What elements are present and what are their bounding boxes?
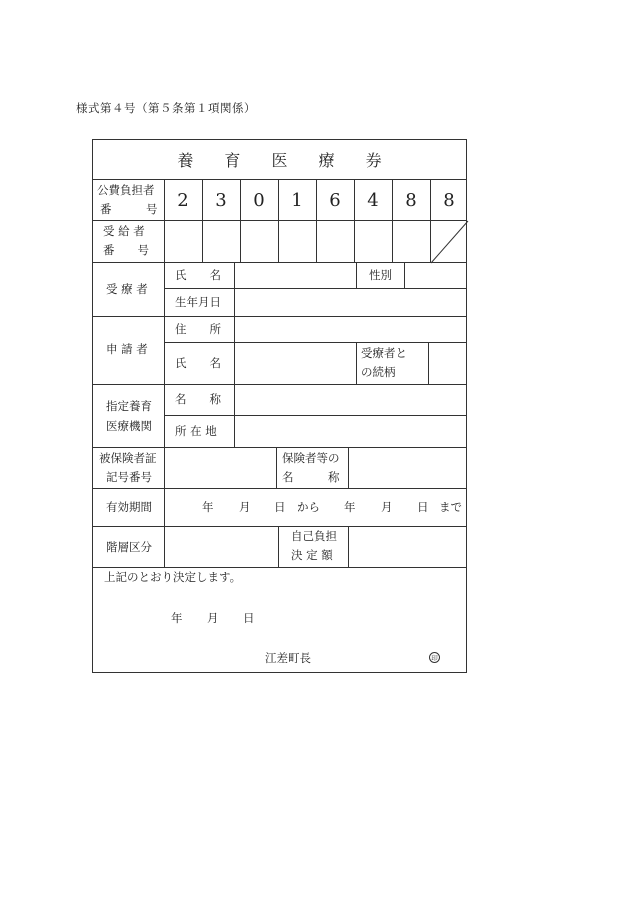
relationship-label: 受療者と [361, 346, 407, 360]
public-payer-digit: 2 [177, 190, 189, 211]
issuer-name: 江差町長 [265, 651, 311, 665]
decision-statement: 上記のとおり決定します。 [104, 570, 242, 584]
validity-to-day: 日 [417, 500, 429, 514]
relationship-label: の続柄 [361, 365, 396, 379]
institution-location-label: 所 在 地 [175, 424, 217, 438]
validity-label: 有効期間 [106, 500, 152, 514]
validity-from-day: 日 [274, 500, 286, 514]
row-divider [93, 567, 466, 568]
column-divider [356, 262, 357, 288]
validity-from-year: 年 [202, 500, 214, 514]
validity-from-month: 月 [239, 500, 251, 514]
seal-mark: 印 [429, 652, 440, 663]
column-divider [164, 447, 165, 488]
column-divider [428, 342, 429, 384]
public-payer-digit: 3 [215, 190, 227, 211]
row-divider [93, 179, 466, 180]
applicant-label: 申 請 者 [106, 342, 148, 356]
row-divider [164, 342, 466, 343]
insurance-card-label: 記号番号 [106, 470, 152, 484]
row-divider [93, 262, 466, 263]
row-divider [93, 488, 466, 489]
public-payer-label: 公費負担者 [97, 183, 155, 197]
patient-name-label: 氏 名 [175, 268, 221, 282]
column-divider [356, 342, 357, 384]
insurance-card-label: 被保険者証 [99, 451, 157, 465]
insurer-name-label: 名 称 [282, 470, 340, 484]
row-divider [93, 526, 466, 527]
row-divider [93, 316, 466, 317]
decision-year: 年 [171, 611, 183, 625]
form-number-label: 様式第４号（第５条第１項関係） [76, 101, 256, 115]
decision-day: 日 [243, 611, 255, 625]
recipient-number-label: 番 号 [103, 243, 149, 257]
validity-to-year: 年 [344, 500, 356, 514]
row-divider [93, 447, 466, 448]
institution-label: 指定養育 [106, 399, 152, 413]
public-payer-label: 番 号 [100, 202, 158, 216]
copay-amount-label: 決 定 額 [291, 548, 333, 562]
row-divider [93, 220, 466, 221]
decision-month: 月 [207, 611, 219, 625]
row-divider [93, 384, 466, 385]
birth-date-label: 生年月日 [175, 295, 221, 309]
public-payer-digit: 1 [291, 190, 303, 211]
validity-to-month: 月 [381, 500, 393, 514]
column-divider [234, 262, 235, 447]
column-divider [348, 447, 349, 488]
certificate-title: 養 育 医 療 券 [177, 151, 395, 170]
patient-label: 受 療 者 [106, 282, 148, 296]
tier-label: 階層区分 [106, 540, 152, 554]
column-divider [278, 526, 279, 567]
public-payer-digit: 6 [329, 190, 341, 211]
row-divider [164, 288, 466, 289]
recipient-number-label: 受 給 者 [103, 224, 145, 238]
institution-label: 医療機関 [106, 419, 152, 433]
column-divider [348, 526, 349, 567]
institution-name-label: 名 称 [175, 392, 221, 406]
row-divider [164, 415, 466, 416]
applicant-address-label: 住 所 [175, 322, 221, 336]
validity-until-text: まで [439, 500, 462, 514]
medical-care-certificate [92, 139, 467, 673]
diagonal-strike [431, 221, 468, 263]
gender-label: 性別 [369, 268, 392, 282]
column-divider [404, 262, 405, 288]
validity-from-text: から [297, 500, 320, 514]
applicant-name-label: 氏 名 [175, 356, 221, 370]
column-divider [164, 488, 165, 526]
column-divider [164, 526, 165, 567]
public-payer-digit: 0 [253, 190, 265, 211]
column-divider [164, 262, 165, 447]
copay-amount-label: 自己負担 [291, 529, 337, 543]
public-payer-digit: 8 [443, 190, 455, 211]
public-payer-digit: 4 [367, 190, 379, 211]
public-payer-digit: 8 [405, 190, 417, 211]
column-divider [276, 447, 277, 488]
insurer-name-label: 保険者等の [282, 451, 340, 465]
